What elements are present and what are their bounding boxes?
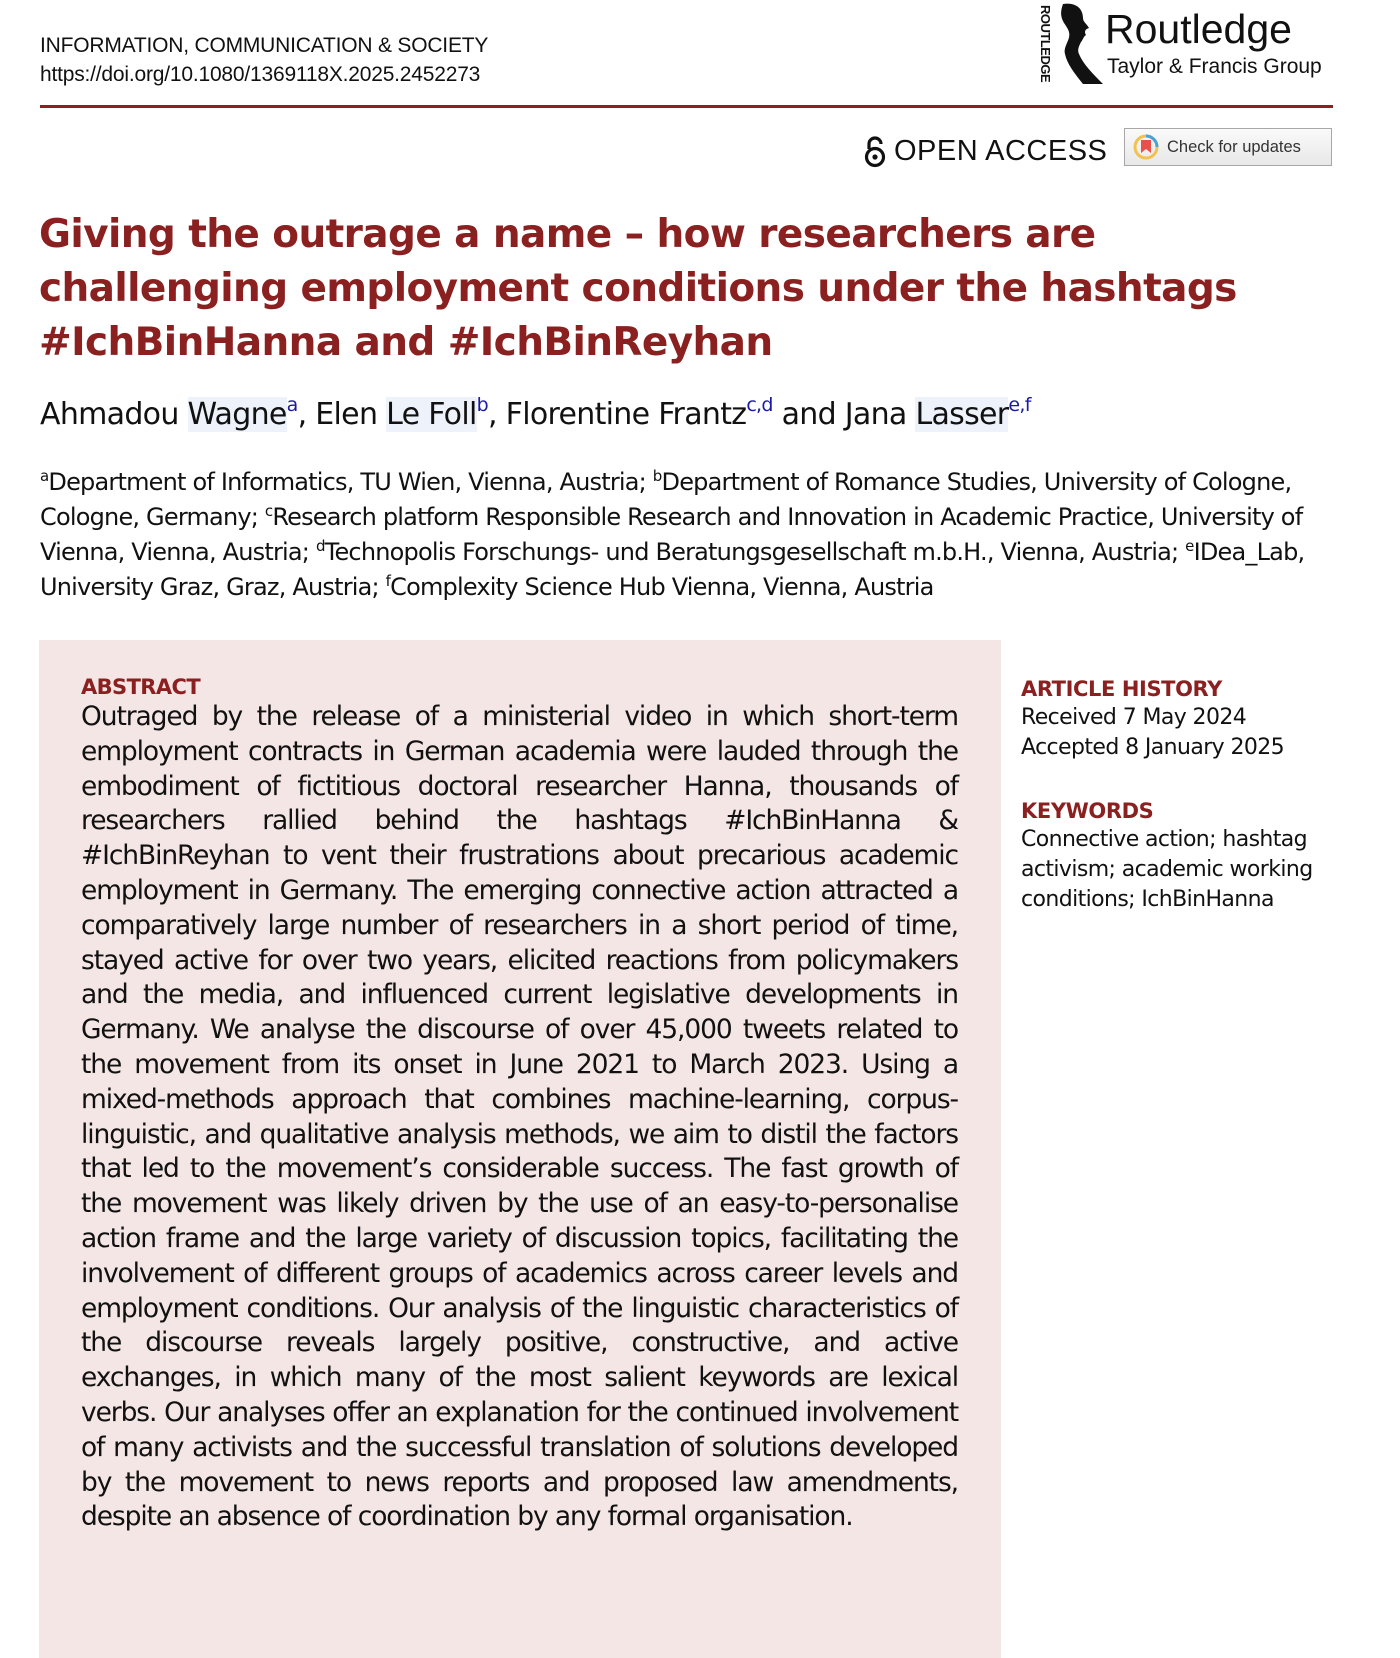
keywords-line: conditions; IchBinHanna: [1021, 887, 1274, 912]
author-last-name: Le Foll: [386, 397, 477, 432]
affiliation-text: Research platform Responsible Research and Innovation in Academic Practice, University of Vienna, Vienna, Austria;: [40, 503, 1303, 566]
abstract-heading: ABSTRACT: [81, 675, 201, 699]
author-last-name: Frantz: [658, 397, 747, 432]
author-last-name: Wagne: [187, 397, 287, 432]
author-affiliation-marker[interactable]: c,d: [746, 394, 773, 416]
affiliation-marker: e: [1185, 537, 1194, 555]
article-history: [1021, 675, 1341, 763]
publisher-group: Taylor & Francis Group: [1107, 55, 1322, 78]
keywords-heading: KEYWORDS: [1021, 799, 1154, 823]
affiliation-marker: c: [264, 502, 273, 520]
author[interactable]: [505, 394, 773, 432]
affiliation-marker: a: [40, 467, 49, 485]
keywords-line: Connective action; hashtag: [1021, 827, 1308, 852]
author-first-name: Ahmadou: [40, 397, 179, 432]
affiliation-marker: d: [315, 537, 325, 555]
keywords-line: activism; academic working: [1021, 857, 1313, 882]
author-separator: ,: [487, 397, 506, 432]
publisher-name: Routledge: [1105, 6, 1292, 52]
affiliation-text: Technopolis Forschungs- und Beratungsgesellschaft m.b.H., Vienna, Austria;: [324, 538, 1186, 566]
affiliation-marker: f: [385, 572, 391, 590]
doi-link[interactable]: https://doi.org/10.1080/1369118X.2025.2452273: [40, 63, 481, 86]
open-lock-icon: [864, 136, 886, 168]
author-separator: ,: [297, 397, 316, 432]
journal-name: INFORMATION, COMMUNICATION & SOCIETY: [40, 34, 489, 57]
logo-vertical-text: ROUTLEDGE: [1038, 5, 1053, 83]
affiliation-text: Complexity Science Hub Vienna, Vienna, Austria: [390, 573, 934, 601]
keywords-section: [1021, 797, 1341, 915]
accepted-date: Accepted 8 January 2025: [1021, 735, 1285, 760]
author-affiliation-marker[interactable]: a: [286, 394, 298, 416]
received-date: Received 7 May 2024: [1021, 705, 1247, 730]
author[interactable]: [315, 394, 488, 432]
routledge-faces-icon: [1053, 2, 1105, 86]
affiliation-text: Department of Informatics, TU Wien, Vienna, Austria;: [48, 468, 653, 496]
open-access-badge: [864, 135, 1107, 168]
article-history-heading: ARTICLE HISTORY: [1021, 677, 1222, 701]
author-affiliation-marker[interactable]: e,f: [1008, 394, 1031, 416]
open-access-label: OPEN ACCESS: [894, 135, 1108, 167]
author-affiliation-marker[interactable]: b: [476, 394, 488, 416]
author[interactable]: [844, 394, 1031, 432]
affiliation-text: Department of Romance Studies, University of Cologne, Cologne, Germany;: [40, 468, 1292, 531]
author-last-name: Lasser: [915, 397, 1009, 432]
journal-header: [40, 31, 488, 89]
author-list: [40, 395, 1031, 435]
author-first-name: Elen: [315, 397, 378, 432]
publisher-logo: [1033, 2, 1333, 86]
check-for-updates-button[interactable]: [1124, 128, 1332, 166]
crossmark-icon: [1133, 134, 1159, 160]
header-rule: [40, 105, 1333, 108]
author-first-name: Florentine: [505, 397, 650, 432]
author[interactable]: [40, 394, 298, 432]
author-first-name: Jana: [844, 397, 907, 432]
check-for-updates-label: Check for updates: [1167, 137, 1301, 156]
affiliation-text: IDea_Lab, University Graz, Graz, Austria;: [40, 538, 1305, 601]
abstract-body: Outraged by the release of a ministerial video in which short-term employment contracts in German academia were lauded through the embodiment of fictitious doctoral researcher Hanna, thousands of researchers rallied behind the hashtags #IchBinHanna & #IchBinReyhan to vent their frustrations about precarious academic employment in Germany. The emerging connective action attracted a comparatively large number of researchers in a short period of time, stayed active for over two years, elicited reactions from policymakers and the media, and influenced current legislative developments in Germany. We analyse the discourse of over 45,000 tweets related to the movement from its onset in June 2021 to March 2023. Using a mixed-methods approach that combines machine-learning, corpus-linguistic, and qualitative analysis methods, we aim to distil the factors that led to the movement’s considerable success. The fast growth of the movement was likely driven by the use of an easy-to-personalise action frame and the large variety of discussion topics, facilitating the involvement of different groups of academics across career levels and employment conditions. Our analysis of the linguistic characteristics of the discourse reveals largely positive, constructive, and active exchanges, in which many of the most salient keywords are lexical verbs. Our analyses offer an explanation for the continued involvement of many activists and the successful translation of solutions developed by the movement to news reports and proposed law amendments, despite an absence of coordination by any formal organisation.: [81, 701, 958, 1533]
author-separator: and: [772, 397, 845, 432]
article-title: Giving the outrage a name – how researchers are challenging employment conditions under the hashtags #IchBinHanna and #IchBinReyhan: [39, 212, 1237, 365]
affiliation-marker: b: [652, 467, 662, 485]
affiliations: [40, 465, 1340, 605]
